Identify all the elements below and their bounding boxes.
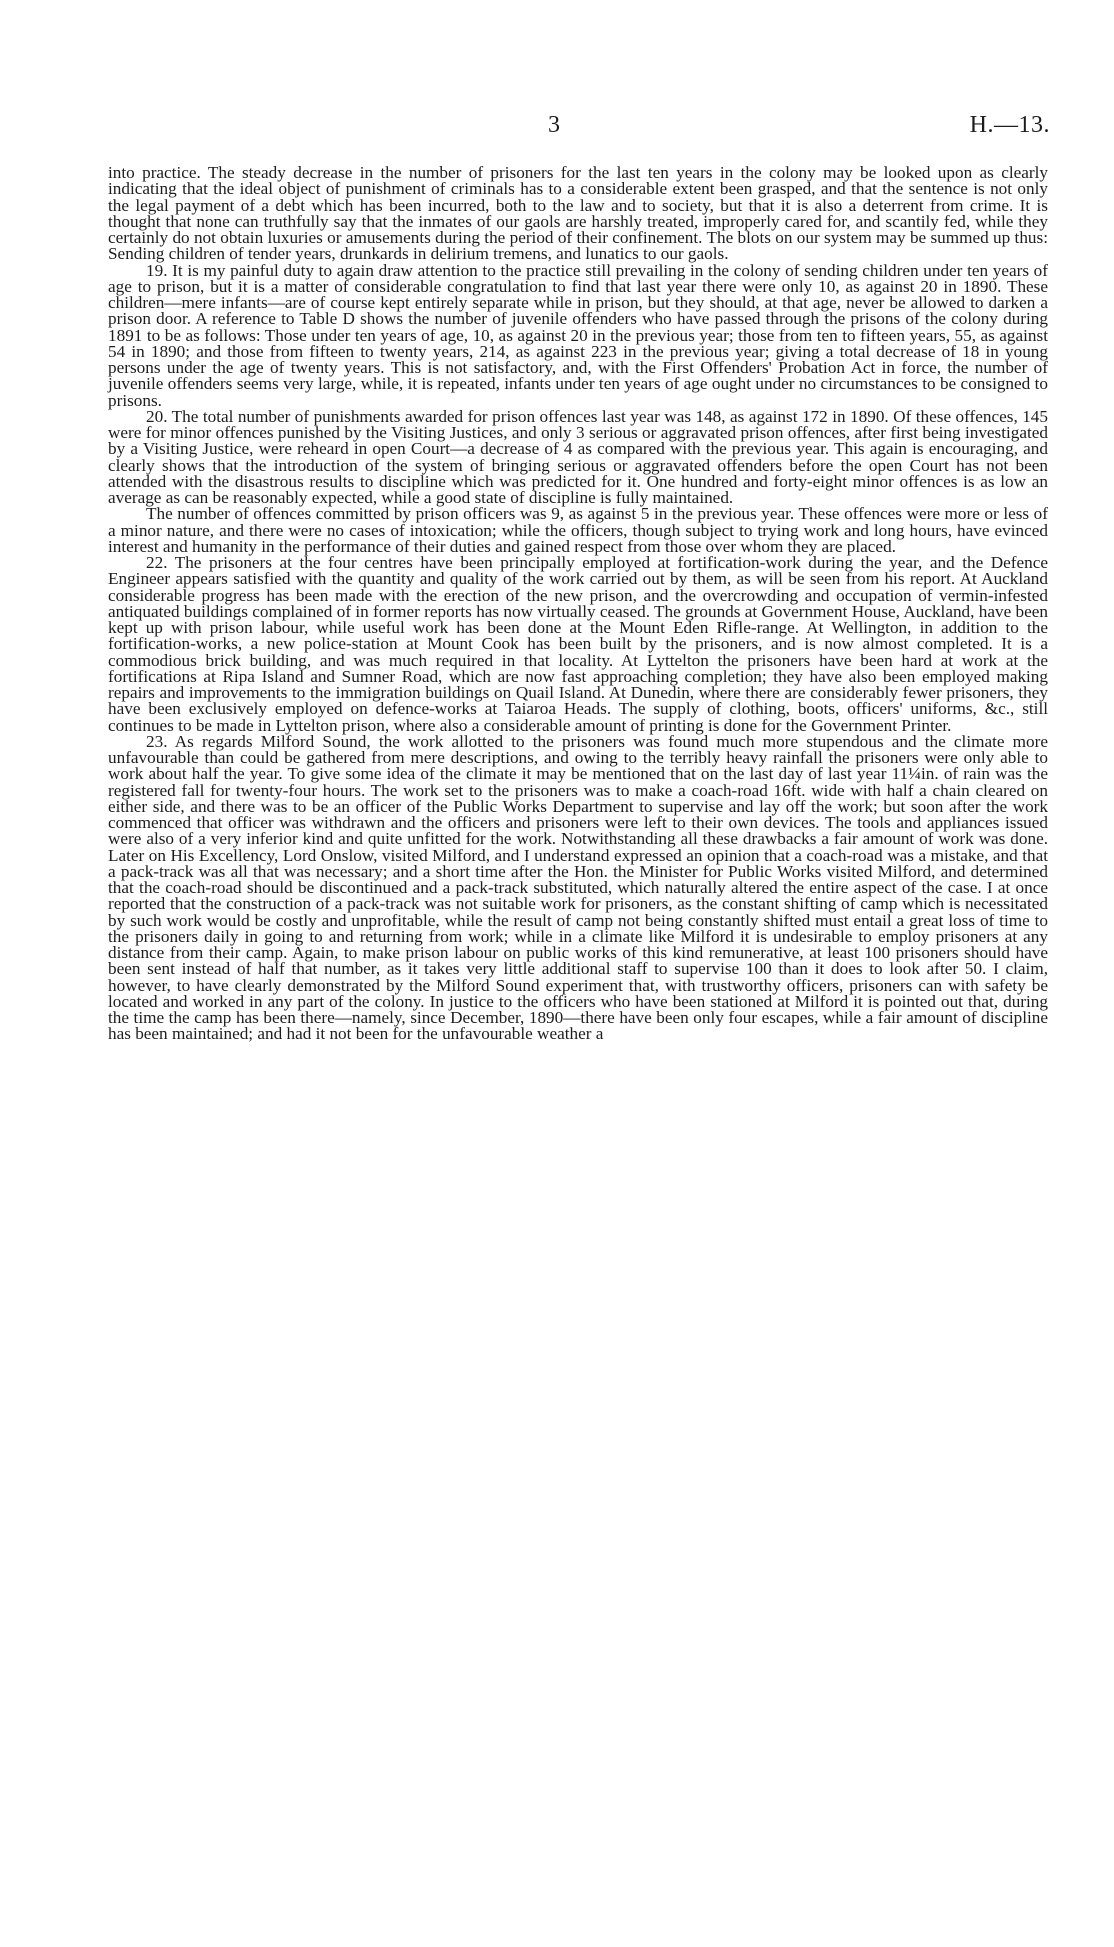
document-reference: H.—13. (969, 112, 1050, 138)
paragraph-20: 20. The total number of punishments awarded for prison offences last year was 148, as against 172 in 1890. Of these offences, 145 were for minor offences punished by the Visiting Justices, and only 3 serious or aggravated prison offences, after first being investigated by a Visiting Justice, were reheard in open Court—a decrease of 4 as compared with the previous year. This again is encouraging, and clearly shows that the introduction of the system of bringing serious or aggravated offenders before the open Court has not been attended with the disastrous results to discipline which was predicted for it. One hundred and forty-eight minor offences is as low an average as can be reasonably expected, while a good state of discipline is fully maintained. (108, 406, 1048, 507)
paragraph-continuation: into practice. The steady decrease in the number of prisoners for the last ten years in the colony may be looked upon as clearly indicating that the ideal object of punishment of criminals has to a considerable extent been grasped, and that the sentence is not only the legal payment of a debt which has been incurred, both to the law and to society, but that it is also a deterrent from crime. It is thought that none can truthfully say that the inmates of our gaols are harshly treated, improperly cared for, and scantily fed, while they certainly do not obtain luxuries or amusements during the period of their confinement. The blots on our system may be summed up thus: Sending children of tender years, drunkards in delirium tremens, and lunatics to our gaols. (108, 163, 1048, 264)
paragraph-22: 22. The prisoners at the four centres have been principally employed at fortification-work during the year, and the Defence Engineer appears satisfied with the quantity and quality of the work carried out by them, as will be seen from his report. At Auckland considerable progress has been made with the erection of the new prison, and the overcrowding and occupation of vermin-infested antiquated buildings complained of in former reports has now virtually ceased. The grounds at Government House, Auckland, have been kept up with prison labour, while useful work has been done at the Mount Eden Rifle-range. At Wellington, in addition to the fortification-works, a new police-station at Mount Cook has been built by the prisoners, and is now almost completed. It is a commodious brick building, and was much required in that locality. At Lyttelton the prisoners have been hard at work at the fortifications at Ripa Island and Sumner Road, which are now fast approaching completion; they have also been employed making repairs and improvements to the immigration buildings on Quail Island. At Dunedin, where there are considerably fewer prisoners, they have been exclusively employed on defence-works at Taiaroa Heads. The supply of clothing, boots, officers' uniforms, &c., still continues to be made in Lyttelton prison, where also a considerable amount of printing is done for the Government Printer. (108, 553, 1048, 735)
body-text (108, 165, 1048, 1043)
page-header (0, 112, 1114, 142)
paragraph-officer-offences: The number of offences committed by prison officers was 9, as against 5 in the previous year. These offences were more or less of a minor nature, and there were no cases of intoxication; while the officers, though subject to trying work and long hours, have evinced interest and humanity in the performance of their duties and gained respect from those over whom they are placed. (108, 504, 1048, 556)
page-number: 3 (548, 112, 560, 138)
paragraph-19: 19. It is my painful duty to again draw attention to the practice still prevailing in the colony of sending children under ten years of age to prison, but it is a matter of considerable congratulation to find that last year there were only 10, as against 20 in 1890. These children—mere infants—are of course kept entirely separate while in prison, but they should, at that age, never be allowed to darken a prison door. A reference to Table D shows the number of juvenile offenders who have passed through the prisons of the colony during 1891 to be as follows: Those under ten years of age, 10, as against 20 in the previous year; those from ten to fifteen years, 55, as against 54 in 1890; and those from fifteen to twenty years, 214, as against 223 in the previous year; giving a total decrease of 18 in young persons under the age of twenty years. This is not satisfactory, and, with the First Offenders' Probation Act in force, the number of juvenile offenders seems very large, while, it is repeated, infants under ten years of age ought under no circumstances to be consigned to prisons. (108, 260, 1048, 410)
paragraph-23: 23. As regards Milford Sound, the work allotted to the prisoners was found much more stupendous and the climate more unfavourable than could be gathered from mere descriptions, and owing to the terribly heavy rainfall the prisoners were only able to work about half the year. To give some idea of the climate it may be mentioned that on the last day of last year 11¼in. of rain was the registered fall for twenty-four hours. The work set to the prisoners was to make a coach-road 16ft. wide with half a chain cleared on either side, and there was to be an officer of the Public Works Department to supervise and lay off the work; but soon after the work commenced that officer was withdrawn and the officers and prisoners were left to their own devices. The tools and appliances issued were also of a very inferior kind and quite unfitted for the work. Notwithstanding all these drawbacks a fair amount of work was done. Later on His Excellency, Lord Onslow, visited Milford, and I understand expressed an opinion that a coach-road was a mistake, and that a pack-track was all that was necessary; and a short time after the Hon. the Minister for Public Works visited Milford, and determined that the coach-road should be discontinued and a pack-track substituted, which naturally altered the entire aspect of the case. I at once reported that the construction of a pack-track was not suitable work for prisoners, as the constant shifting of camp which is necessitated by such work would be costly and unprofitable, while the result of camp not being constantly shifted must entail a great loss of time to the prisoners daily in going to and returning from work; while in a climate like Milford it is undesirable to employ prisoners at any distance from their camp. Again, to make prison labour on public works of this kind remunerative, at least 100 prisoners should have been sent instead of half that number, as it takes very little additional staff to supervise 100 than it does to look after 50. I claim, however, to have clearly demonstrated by the Milford Sound experiment that, with trustworthy officers, prisoners can with safety be located and worked in any part of the colony. In justice to the officers who have been stationed at Milford it is pointed out that, during the time the camp has been there—namely, since December, 1890—there have been only four escapes, while a fair amount of discipline has been maintained; and had it not been for the unfavourable weather a (108, 731, 1048, 1044)
